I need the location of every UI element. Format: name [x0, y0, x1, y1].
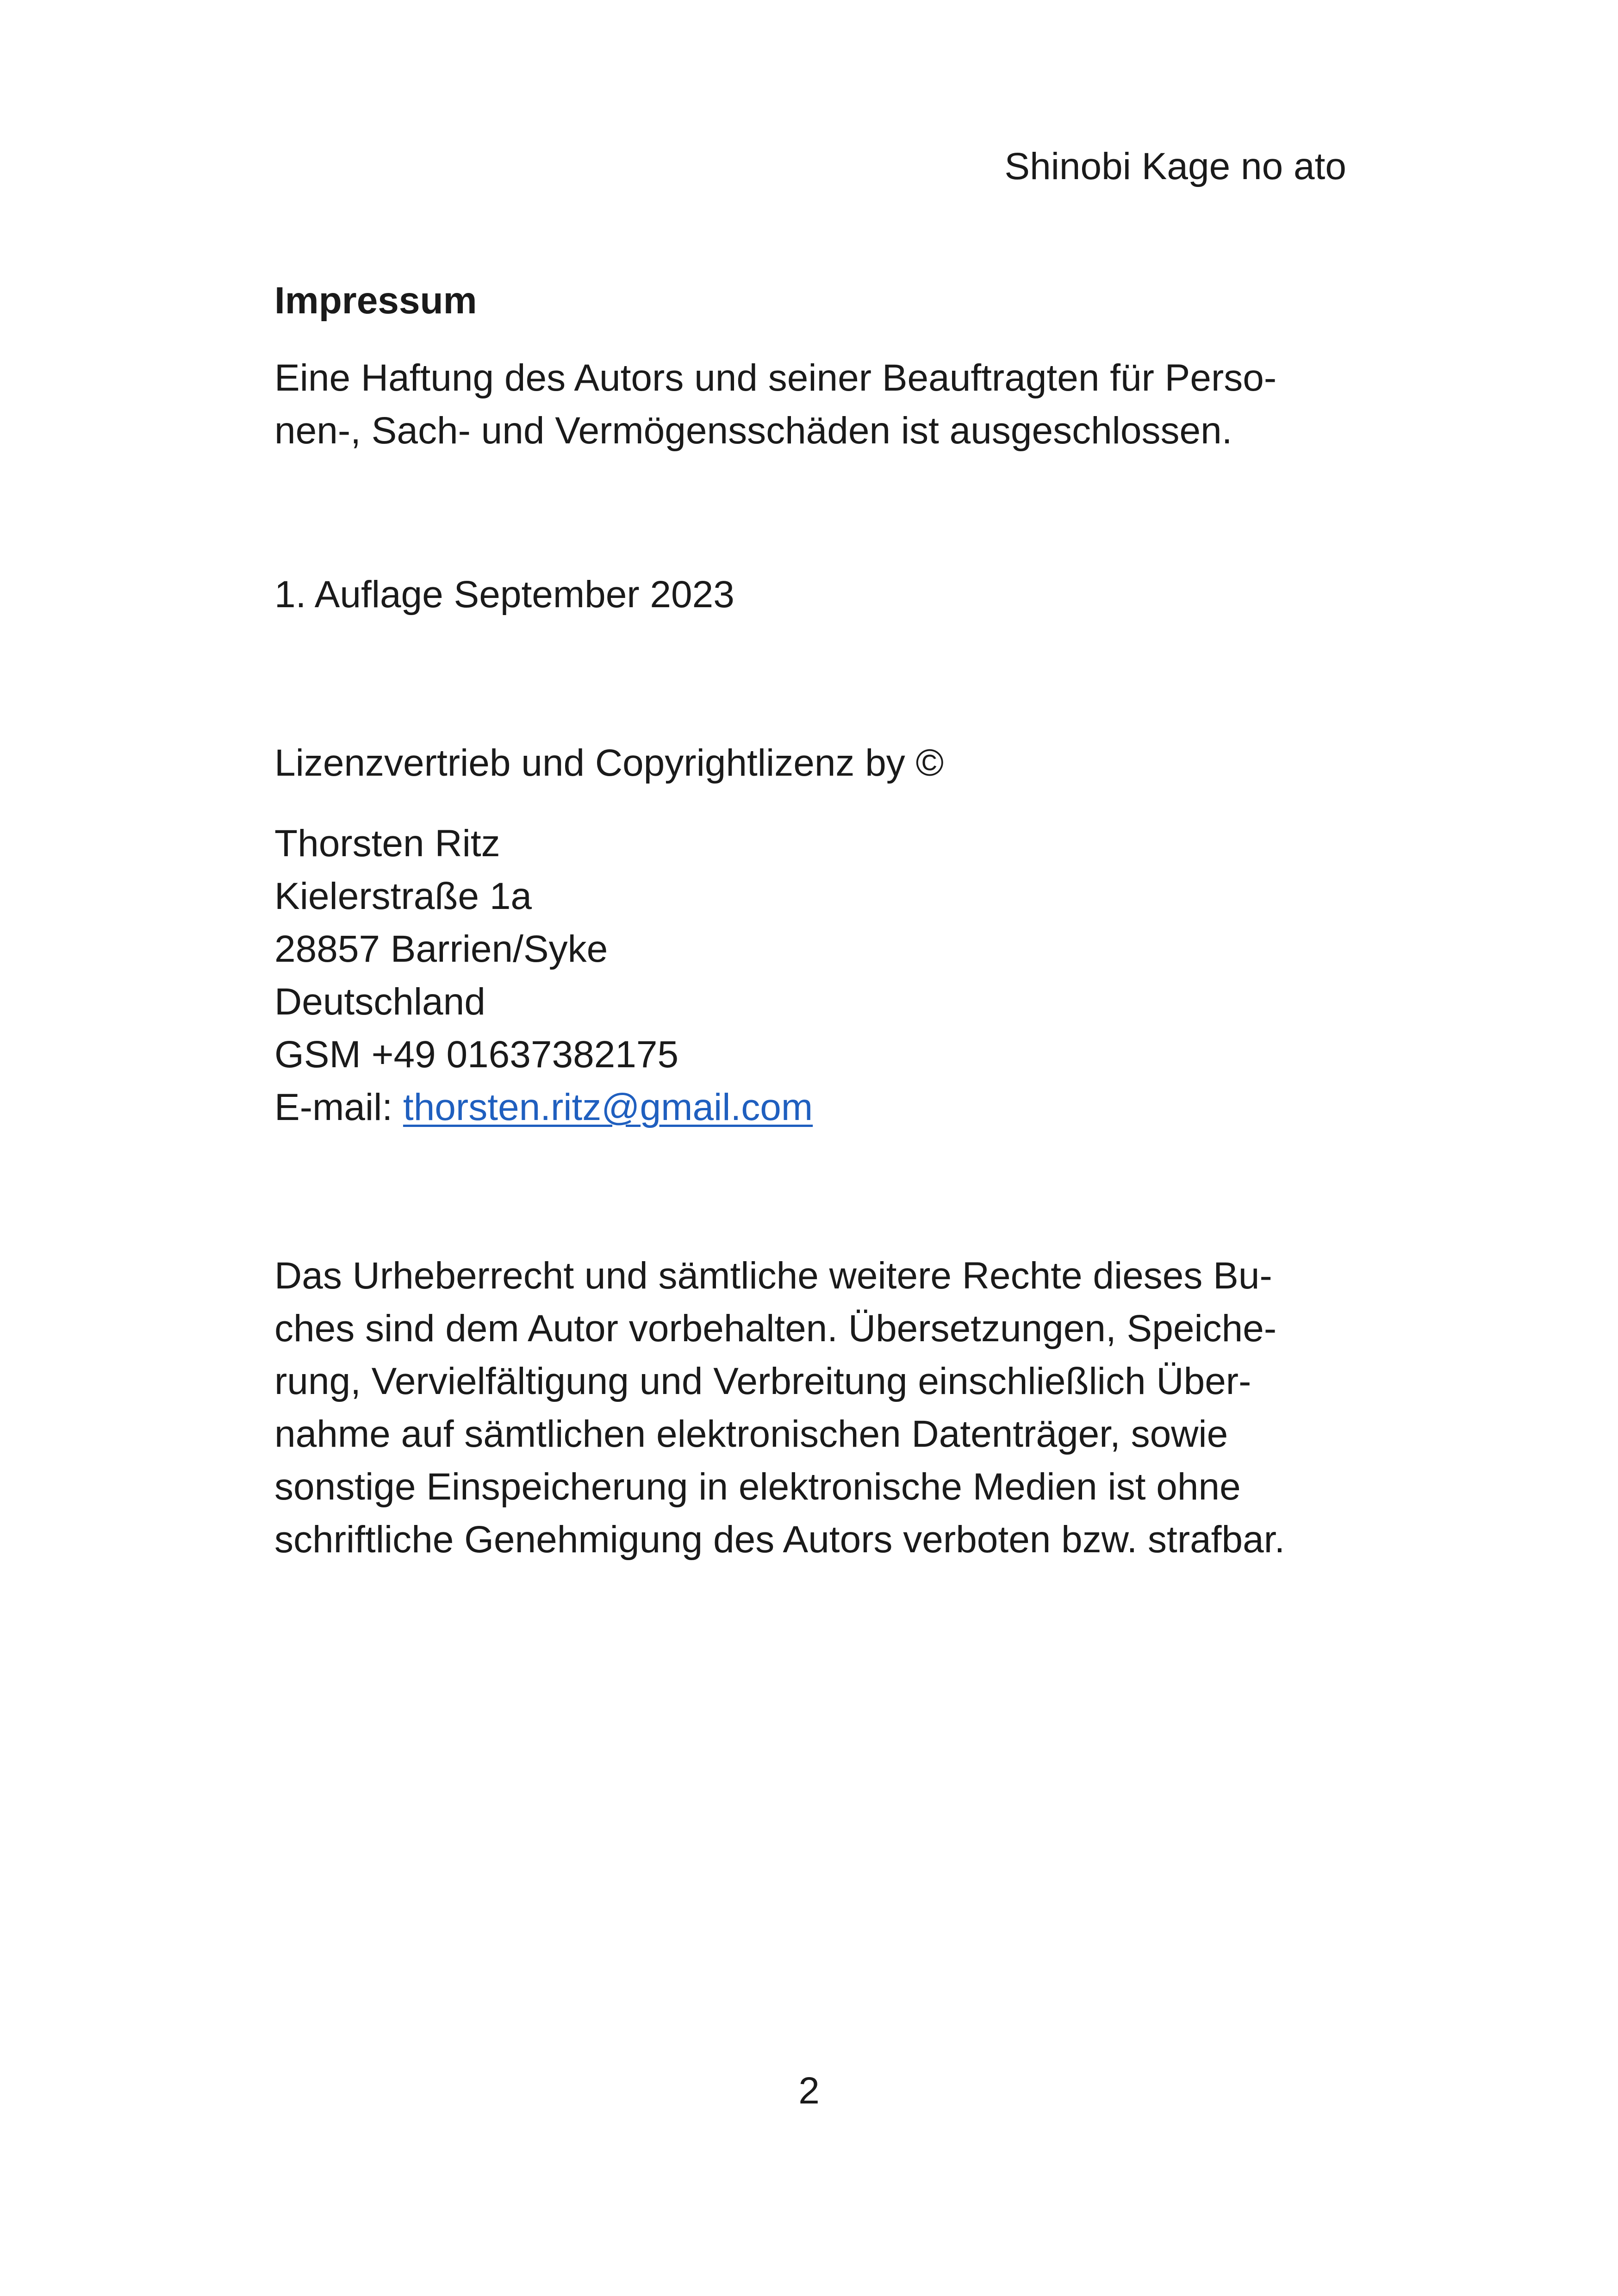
liability-line: nen-, Sach- und Vermögensschäden ist ausgeschlossen.: [274, 410, 1232, 452]
spacer: [274, 621, 1348, 737]
email-label: E-mail:: [274, 1086, 403, 1128]
liability-line: Eine Haftung des Autors und seiner Beauftragten für Perso-: [274, 357, 1277, 399]
spacer: [274, 1134, 1348, 1250]
copyright-line: Das Urheberrecht und sämtliche weitere Rechte dieses Bu-: [274, 1255, 1272, 1297]
spacer: [274, 457, 1348, 568]
license-line: Lizenzvertrieb und Copyrightlizenz by ©: [274, 742, 944, 784]
copyright-line: sonstige Einspeicherung in elektronische Medien ist ohne: [274, 1466, 1241, 1508]
author-country: Deutschland: [274, 981, 485, 1023]
copyright-line: rung, Vervielfältigung und Verbreitung einschließlich Über-: [274, 1360, 1251, 1402]
imprint-heading: Impressum: [274, 280, 477, 322]
edition-line: 1. Auflage September 2023: [274, 573, 734, 616]
author-name: Thorsten Ritz: [274, 822, 500, 865]
running-header-title: Shinobi Kage no ato: [1004, 145, 1346, 187]
author-street: Kielerstraße 1a: [274, 875, 532, 917]
author-city: 28857 Barrien/Syke: [274, 928, 608, 970]
page-number: 2: [798, 2070, 820, 2112]
email-link[interactable]: thorsten.ritz@gmail.com: [403, 1086, 813, 1128]
imprint-body: [274, 273, 1348, 1566]
author-address-block: [274, 817, 1348, 1134]
copyright-paragraph: [274, 1250, 1348, 1566]
copyright-line: ches sind dem Autor vorbehalten. Übersetzungen, Speiche-: [274, 1307, 1277, 1350]
author-phone: GSM +49 01637382175: [274, 1033, 679, 1076]
copyright-line: schriftliche Genehmigung des Autors verboten bzw. strafbar.: [274, 1518, 1285, 1561]
copyright-line: nahme auf sämtlichen elektronischen Datenträger, sowie: [274, 1413, 1228, 1455]
spacer: [274, 790, 1348, 817]
author-email-line: [274, 1081, 1348, 1134]
liability-paragraph: [274, 352, 1348, 457]
